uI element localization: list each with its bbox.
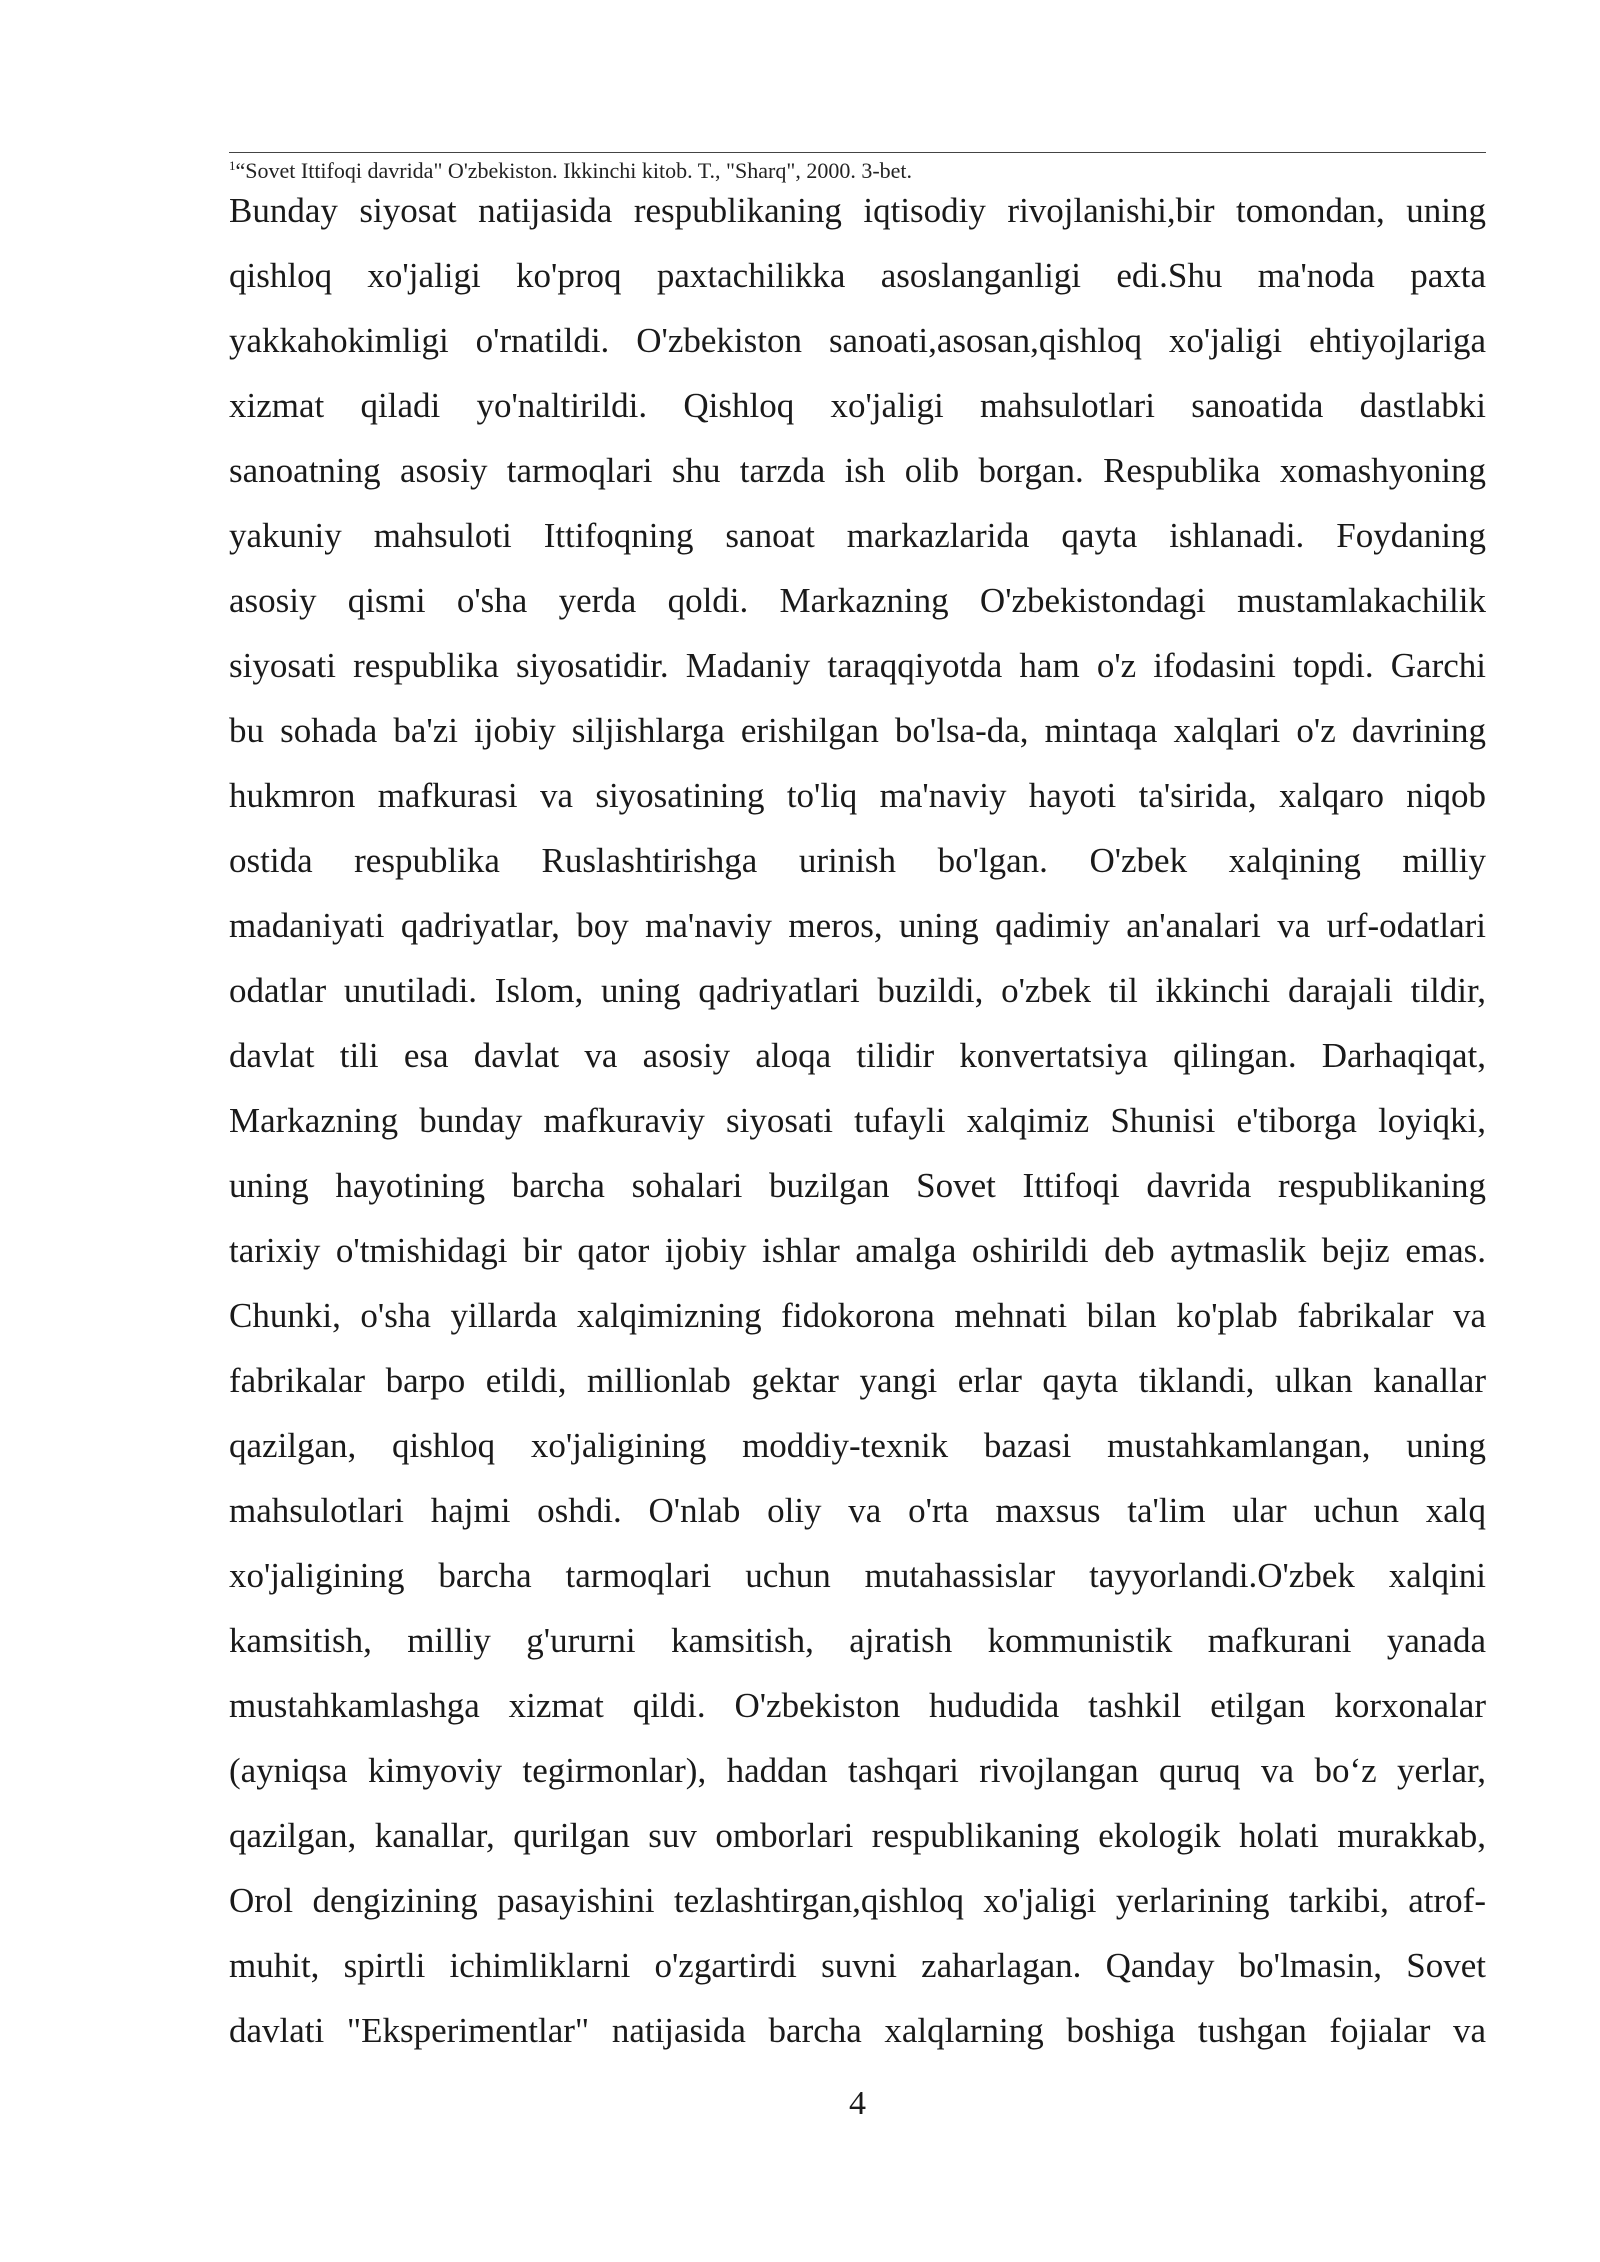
body-line: davlat tili esa davlat va asosiy aloqa tilidir konvertatsiya qilingan. Darhaqiqat,	[229, 1036, 1486, 1075]
body-line: (ayniqsa kimyoviy tegirmonlar), haddan tashqari rivojlangan quruq va bo‘z yerlar,	[229, 1751, 1486, 1790]
body-line: mustahkamlashga xizmat qildi. O'zbekiston hududida tashkil etilgan korxonalar	[229, 1686, 1486, 1725]
page-number: 4	[849, 2085, 866, 2122]
body-line: yakuniy mahsuloti Ittifoqning sanoat markazlarida qayta ishlanadi. Foydaning	[229, 516, 1486, 555]
footnote-text: “Sovet Ittifoqi davrida" O'zbekiston. Ikkinchi kitob. T., "Sharq", 2000. 3-bet.	[235, 158, 913, 183]
body-line: siyosati respublika siyosatidir. Madaniy taraqqiyotda ham o'z ifodasini topdi. Garchi	[229, 646, 1486, 685]
body-line: muhit, spirtli ichimliklarni o'zgartirdi suvni zaharlagan. Qanday bo'lmasin, Sovet	[229, 1946, 1486, 1985]
body-line: qazilgan, kanallar, qurilgan suv omborlari respublikaning ekologik holati murakkab,	[229, 1816, 1486, 1855]
body-line: asosiy qismi o'sha yerda qoldi. Markazning O'zbekistondagi mustamlakachilik	[229, 581, 1486, 620]
body-line: Chunki, o'sha yillarda xalqimizning fidokorona mehnati bilan ko'plab fabrikalar va	[229, 1296, 1486, 1335]
body-line: xo'jaligining barcha tarmoqlari uchun mutahassislar tayyorlandi.O'zbek xalqini	[229, 1556, 1486, 1595]
body-line: tarixiy o'tmishidagi bir qator ijobiy ishlar amalga oshirildi deb aytmaslik bejiz emas.	[229, 1231, 1486, 1270]
body-line: Bunday siyosat natijasida respublikaning iqtisodiy rivojlanishi,bir tomondan, uning	[229, 191, 1486, 230]
body-line: ostida respublika Ruslashtirishga urinish bo'lgan. O'zbek xalqining milliy	[229, 841, 1486, 880]
body-line: xizmat qiladi yo'naltirildi. Qishloq xo'jaligi mahsulotlari sanoatida dastlabki	[229, 386, 1486, 425]
body-line: sanoatning asosiy tarmoqlari shu tarzda ish olib borgan. Respublika xomashyoning	[229, 451, 1486, 490]
body-line: qazilgan, qishloq xo'jaligining moddiy-texnik bazasi mustahkamlangan, uning	[229, 1426, 1486, 1465]
body-line: hukmron mafkurasi va siyosatining to'liq ma'naviy hayoti ta'sirida, xalqaro niqob	[229, 776, 1486, 815]
body-line: yakkahokimligi o'rnatildi. O'zbekiston sanoati,asosan,qishloq xo'jaligi ehtiyojlariga	[229, 321, 1486, 360]
body-line: fabrikalar barpo etildi, millionlab gektar yangi erlar qayta tiklandi, ulkan kanallar	[229, 1361, 1486, 1400]
body-line: kamsitish, milliy g'ururni kamsitish, ajratish kommunistik mafkurani yanada	[229, 1621, 1486, 1660]
body-text	[229, 178, 1486, 2063]
body-line: Orol dengizining pasayishini tezlashtirgan,qishloq xo'jaligi yerlarining tarkibi, atrof-	[229, 1881, 1486, 1920]
body-line: davlati "Eksperimentlar" natijasida barcha xalqlarning boshiga tushgan fojialar va	[229, 2011, 1486, 2050]
footnote-separator	[229, 152, 1486, 153]
body-line: Markazning bunday mafkuraviy siyosati tufayli xalqimiz Shunisi e'tiborga loyiqki,	[229, 1101, 1486, 1140]
body-line: odatlar unutiladi. Islom, uning qadriyatlari buzildi, o'zbek til ikkinchi darajali tildir,	[229, 971, 1486, 1010]
footnote-marker: 1	[229, 158, 236, 173]
body-line: madaniyati qadriyatlar, boy ma'naviy meros, uning qadimiy an'analari va urf-odatlari	[229, 906, 1486, 945]
body-line: mahsulotlari hajmi oshdi. O'nlab oliy va o'rta maxsus ta'lim ular uchun xalq	[229, 1491, 1486, 1530]
body-line: qishloq xo'jaligi ko'proq paxtachilikka asoslanganligi edi.Shu ma'noda paxta	[229, 256, 1486, 295]
body-line: bu sohada ba'zi ijobiy siljishlarga erishilgan bo'lsa-da, mintaqa xalqlari o'z davrining	[229, 711, 1486, 750]
body-line: uning hayotining barcha sohalari buzilgan Sovet Ittifoqi davrida respublikaning	[229, 1166, 1486, 1205]
